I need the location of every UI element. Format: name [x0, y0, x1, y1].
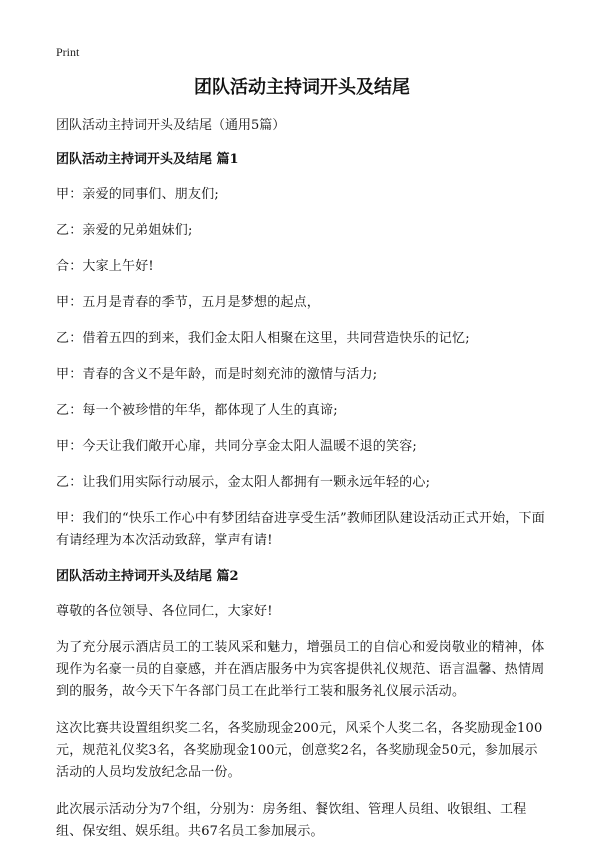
page-title: 团队活动主持词开头及结尾 [194, 77, 410, 98]
paragraph: 甲：五月是青春的季节，五月是梦想的起点， [56, 295, 321, 310]
section-heading-1: 团队活动主持词开头及结尾 篇1 [56, 152, 239, 167]
print-link[interactable]: Print [56, 45, 80, 59]
paragraph: 乙：亲爱的兄弟姐妹们; [56, 223, 193, 238]
paragraph: 乙：让我们用实际行动展示，金太阳人都拥有一颗永远年轻的心; [56, 475, 431, 490]
document-subtitle: 团队活动主持词开头及结尾（通用5篇） [56, 118, 286, 133]
section-heading-2: 团队活动主持词开头及结尾 篇2 [56, 569, 239, 584]
paragraph: 合：大家上午好! [56, 259, 154, 274]
paragraph: 甲：青春的含义不是年龄，而是时刻充沛的激情与活力; [56, 367, 378, 382]
paragraph: 此次展示活动分为7个组，分别为：房务组、餐饮组、管理人员组、收银组、工程组、保安组、娱乐组。共67名员工参加展示。 [56, 802, 527, 839]
paragraph: 为了充分展示酒店员工的工装风采和魅力，增强员工的自信心和爱岗敬业的精神，体现作为名豪一员的自豪感，并在酒店服务中为宾客提供礼仪规范、语言温馨、热情周到的服务，故今天下午各部门员工在此举行工装和服务礼仪展示活动。 [56, 640, 545, 699]
paragraph: 甲：今天让我们敞开心扉，共同分享金太阳人温暖不退的笑容; [56, 439, 417, 454]
paragraph: 尊敬的各位领导、各位同仁，大家好! [56, 604, 273, 619]
paragraph: 乙：每一个被珍惜的年华，都体现了人生的真谛; [56, 403, 338, 418]
paragraph: 乙：借着五四的到来，我们金太阳人相聚在这里，共同营造快乐的记忆; [56, 331, 470, 346]
paragraph: 甲：我们的“快乐工作心中有梦团结奋进享受生活”教师团队建设活动正式开始，下面有请经理为本次活动致辞，掌声有请! [56, 511, 545, 548]
paragraph: 这次比赛共设置组织奖二名，各奖励现金200元，风采个人奖二名，各奖励现金100元，规范礼仪奖3名，各奖励现金100元，创意奖2名，各奖励现金50元，参加展示活动的人员均发放纪念品一份。 [56, 721, 543, 780]
paragraph: 甲：亲爱的同事们、朋友们; [56, 187, 219, 202]
